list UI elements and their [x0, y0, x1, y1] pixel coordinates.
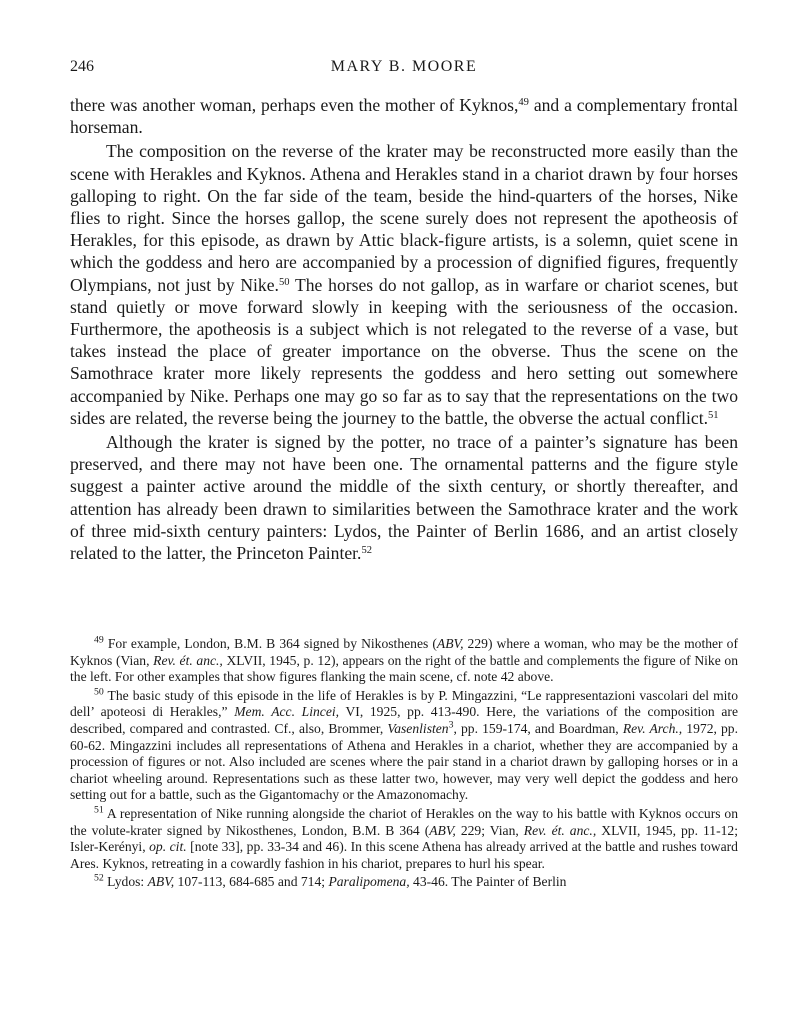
footnote-italic: ABV,: [147, 874, 175, 890]
footnote-number: 49: [94, 634, 104, 646]
footnote-number: 50: [94, 686, 104, 698]
footnote-italic: Mem. Acc. Lincei,: [234, 704, 340, 720]
footnote-ref-51[interactable]: 51: [708, 410, 719, 422]
main-text: [70, 94, 738, 564]
footnote-text: 229; Vian,: [455, 822, 524, 838]
footnote-text: , pp. 159-174, and Boardman,: [453, 720, 623, 736]
page-header: [70, 58, 738, 80]
footnote-52: [70, 874, 738, 891]
paragraph-2-text-b: The horses do not gallop, as in warfare or chariot scenes, but stand quietly or move forward slowly in keeping with the seriousness of the occasion. Furthermore, the apotheosis is a subject which is not relegated to the reverse of a vase, but takes instead the place of greater importance on the obverse. Thus the scene on the Samothrace krater more likely represents the goddess and hero setting out somewhere accompanied by Nike. Perhaps one may go so far as to say that the representations on the two sides are related, the reverse being the journey to the battle, the obverse the actual conflict.: [70, 274, 738, 428]
footnote-text: 229) where a woman, who may be the mother of Kyknos (Vian,: [70, 636, 738, 668]
footnote-text: VI, 1925, pp. 413-490. Here, the variations of the composition are described, compared and contrasted. Cf., also, Brommer,: [70, 704, 738, 736]
footnote-italic: ABV,: [429, 822, 456, 838]
running-head: MARY B. MOORE: [330, 58, 478, 75]
footnote-ref-50[interactable]: 50: [278, 276, 290, 288]
footnote-italic: op. cit.: [149, 839, 187, 855]
footnote-text: The basic study of this episode in the life of Herakles is by P. Mingazzini, “Le rappresentazioni vascolari del mito dell’ apoteosi di Herakles,”: [70, 687, 738, 720]
paragraph-3-text-a: Although the krater is signed by the potter, no trace of a painter’s signature has been preserved, and there may not have been one. The ornamental patterns and the figure style suggest a painter active around the middle of the sixth century, or shortly thereafter, and attention has already been drawn to similarities between the Samothrace krater and the work of three mid-sixth century painters: Lydos, the Painter of Berlin 1686, and an artist closely related to the latter, the Princeton Painter.: [70, 432, 738, 564]
paragraph-2-text-a: The composition on the reverse of the krater may be reconstructed more easily than the scene with Herakles and Kyknos. Athena and Herakles stand in a chariot drawn by four horses galloping to right. On the far side of the team, beside the hind-quarters of the horses, Nike flies to right. Since the horses gallop, the scene surely does not represent the apotheosis of Herakles, for this episode, as drawn by Attic black-figure artists, is a solemn, quiet scene in which the goddess and hero are accompanied by a procession of dignified figures, frequently Olympians, not just by Nike.: [70, 141, 738, 295]
footnote-51: [70, 806, 738, 872]
paragraph-2: [70, 140, 738, 429]
footnote-italic: Rev. ét. anc.,: [523, 822, 597, 838]
footnote-text: XLVII, 1945, p. 12), appears on the right of the battle and complements the figure of Nike on the left. For other examples that show figures flanking the main scene, cf. note 42 above.: [70, 652, 738, 685]
footnote-text: 107-113, 684-685 and 714;: [174, 874, 329, 890]
edition-superscript: 3: [448, 719, 454, 731]
footnote-49: [70, 636, 738, 686]
page-number: 246: [70, 58, 94, 75]
footnote-italic: Vasenlisten: [387, 720, 449, 736]
footnote-italic: Rev. Arch.,: [622, 720, 683, 736]
footnote-number: 52: [94, 872, 104, 884]
footnote-text: For example, London, B.M. B 364 signed by Nikosthenes (: [103, 636, 437, 651]
footnote-text: 43-46. The Painter of Berlin: [409, 874, 567, 890]
footnote-italic: ABV,: [436, 636, 464, 651]
footnotes: [70, 636, 738, 893]
footnote-ref-49[interactable]: 49: [518, 97, 529, 109]
footnote-text: [note 33], pp. 33-34 and 46). In this scene Athena has already arrived at the battle and rushes toward Ares. Kyknos, retreating in a cowardly fashion in his chariot, prepares to hurl his spear.: [70, 839, 738, 871]
footnote-text: Lydos:: [103, 874, 148, 890]
footnote-text: XLVII, 1945, pp. 11-12; Isler-Kerényi,: [70, 822, 738, 855]
footnote-text: A representation of Nike running alongside the chariot of Herakles on the way to his battle with Kyknos occurs on the volute-krater signed by Nikosthenes, London, B.M. B 364 (: [70, 805, 738, 838]
footnote-ref-52[interactable]: 52: [361, 545, 372, 557]
footnote-number: 51: [94, 804, 104, 816]
paragraph-1: [70, 94, 738, 138]
footnote-italic: Paralipomena,: [328, 874, 410, 890]
paragraph-3: [70, 431, 738, 564]
footnote-50: [70, 688, 738, 804]
paragraph-1-text-a: there was another woman, perhaps even the mother of Kyknos,: [70, 95, 519, 115]
footnote-italic: Rev. ét. anc.,: [153, 652, 223, 668]
footnote-text: 1972, pp. 60-62. Mingazzini includes all representations of Athena and Herakles in a chariot, whether they are accompanied by a procession of figures or not. Also included are scenes where the pair stand in a chariot drawn by galloping horses or in a chariot wheeling around. Representations such as these latter two, however, may very well depict the goddess and hero setting out for a battle, such as the Gigantomachy or the Amazonomachy.: [70, 720, 738, 803]
paragraph-1-text-b: and a complementary frontal horseman.: [70, 95, 738, 138]
